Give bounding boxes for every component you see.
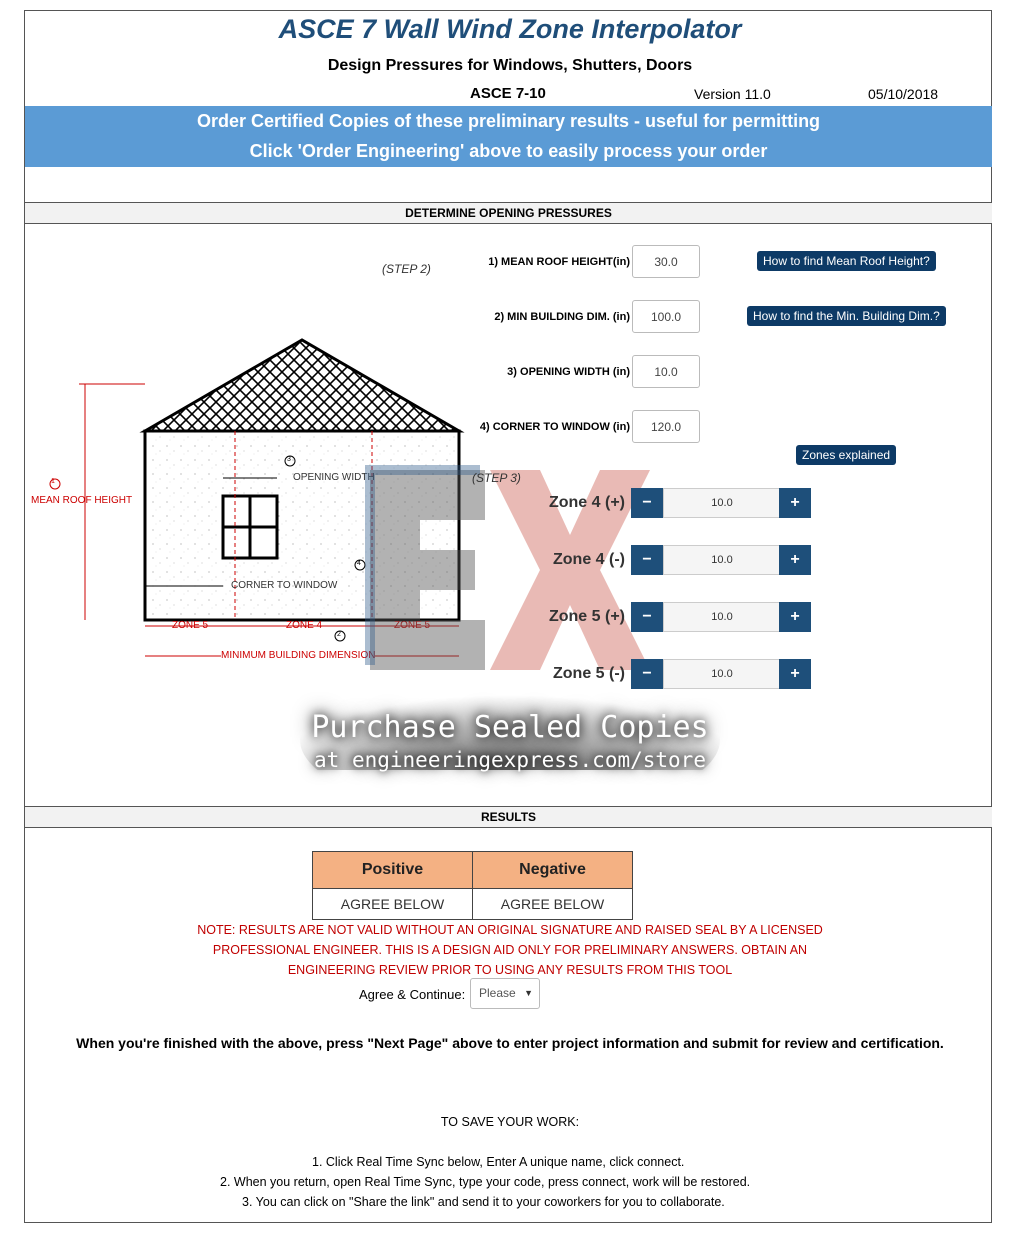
negative-value: AGREE BELOW — [473, 889, 633, 920]
chevron-down-icon: ▼ — [524, 988, 533, 998]
diagram-number-3: 3 — [287, 456, 291, 463]
zone-4-neg-increment-button[interactable]: + — [779, 545, 811, 575]
corner-to-window-label: 4) CORNER TO WINDOW (in) — [479, 421, 630, 433]
zone-4-neg-decrement-button[interactable]: − — [631, 545, 663, 575]
zone-4-pos-increment-button[interactable]: + — [779, 488, 811, 518]
banner-line-2: Click 'Order Engineering' above to easily process your order — [249, 141, 768, 161]
save-step-3: 3. You can click on "Share the link" and send it to your coworkers for you to collaborate. — [242, 1195, 725, 1209]
diagram-zone4-label: ZONE 4 — [286, 620, 323, 631]
positive-header: Positive — [313, 852, 473, 889]
save-step-1: 1. Click Real Time Sync below, Enter A unique name, click connect. — [312, 1155, 685, 1169]
note-line-2: PROFESSIONAL ENGINEER. THIS IS A DESIGN AID ONLY FOR PRELIMINARY ANSWERS. OBTAIN AN — [212, 943, 808, 957]
negative-header: Negative — [473, 852, 633, 889]
step-2-label: (STEP 2) — [382, 262, 431, 276]
corner-to-window-input[interactable] — [632, 410, 700, 443]
zone-4-neg-input[interactable]: 10.0 — [663, 545, 781, 575]
save-heading: TO SAVE YOUR WORK: — [440, 1115, 580, 1129]
step-3-label: (STEP 3) — [472, 471, 521, 485]
zone-5-neg-decrement-button[interactable]: − — [631, 659, 663, 689]
mean-roof-height-help-button[interactable]: How to find Mean Roof Height? — [757, 251, 936, 271]
section-header-results: RESULTS — [25, 806, 992, 828]
zone-5-neg-increment-button[interactable]: + — [779, 659, 811, 689]
opening-width-input[interactable] — [632, 355, 700, 388]
diagram-zone5-right-label: ZONE 5 — [394, 620, 431, 631]
banner-line-1: Order Certified Copies of these preliminary results - useful for permitting — [196, 111, 821, 131]
watermark-line-1: Purchase Sealed Copies — [311, 710, 709, 745]
min-building-dim-help-button[interactable]: How to find the Min. Building Dim.? — [747, 306, 946, 326]
diagram-mean-roof-height-label: MEAN ROOF HEIGHT — [31, 495, 133, 506]
diagram-corner-to-window-label: CORNER TO WINDOW — [231, 580, 338, 591]
version-label: Version 11.0 — [694, 86, 771, 102]
disclaimer-note — [0, 920, 1020, 980]
order-banner — [25, 106, 992, 167]
finish-instructions: When you're finished with the above, press "Next Page" above to enter project information and submit for review and certification. — [76, 1035, 944, 1051]
min-building-dim-input[interactable] — [632, 300, 700, 333]
page-subtitle: Design Pressures for Windows, Shutters, Doors — [327, 57, 693, 74]
diagram-min-building-dim-label: MINIMUM BUILDING DIMENSION — [221, 650, 376, 661]
zone-5-pos-input[interactable]: 10.0 — [663, 602, 781, 632]
mean-roof-height-input[interactable] — [632, 245, 700, 278]
diagram-number-4: 4 — [357, 560, 361, 567]
roof-shape — [145, 340, 459, 431]
page-title: ASCE 7 Wall Wind Zone Interpolator — [278, 14, 742, 44]
diagram-number-2: 2 — [337, 631, 341, 638]
zone-5-pos-decrement-button[interactable]: − — [631, 602, 663, 632]
positive-value: AGREE BELOW — [313, 889, 473, 920]
zone-5-pos-increment-button[interactable]: + — [779, 602, 811, 632]
diagram-opening-width-label: OPENING WIDTH — [293, 472, 375, 483]
note-line-1: NOTE: RESULTS ARE NOT VALID WITHOUT AN ORIGINAL SIGNATURE AND RAISED SEAL BY A LICENSED — [197, 923, 823, 937]
min-building-dim-label: 2) MIN BUILDING DIM. (in) — [494, 311, 630, 323]
diagram-number-1: 1 — [51, 478, 55, 485]
zones-explained-button[interactable]: Zones explained — [796, 445, 896, 465]
note-line-3: ENGINEERING REVIEW PRIOR TO USING ANY RESULTS FROM THIS TOOL — [287, 963, 733, 977]
standard-label: ASCE 7-10 — [470, 85, 546, 102]
date-label: 05/10/2018 — [868, 86, 939, 102]
zone-5-neg-input[interactable]: 10.0 — [663, 659, 781, 689]
agree-label: Agree & Continue: — [359, 987, 466, 1002]
opening-width-label: 3) OPENING WIDTH (in) — [507, 366, 630, 378]
watermark-line-2: at engineeringexpress.com/store — [314, 748, 706, 772]
mean-roof-height-label: 1) MEAN ROOF HEIGHT(in) — [488, 256, 630, 268]
save-step-2: 2. When you return, open Real Time Sync, type your code, press connect, work will be restored. — [220, 1175, 751, 1189]
diagram-zone5-left-label: ZONE 5 — [172, 620, 209, 631]
agree-select[interactable] — [470, 978, 540, 1009]
zone-5-pos-label: Zone 5 (+) — [548, 608, 625, 625]
zone-4-pos-decrement-button[interactable]: − — [631, 488, 663, 518]
agree-select-value: Please — [479, 986, 516, 1000]
zone-4-pos-input[interactable]: 10.0 — [663, 488, 781, 518]
zone-5-neg-label: Zone 5 (-) — [553, 665, 625, 682]
section-header-opening: DETERMINE OPENING PRESSURES — [25, 202, 992, 224]
zone-4-pos-label: Zone 4 (+) — [548, 494, 625, 511]
zone-4-neg-label: Zone 4 (-) — [553, 551, 625, 568]
results-table — [312, 851, 633, 920]
